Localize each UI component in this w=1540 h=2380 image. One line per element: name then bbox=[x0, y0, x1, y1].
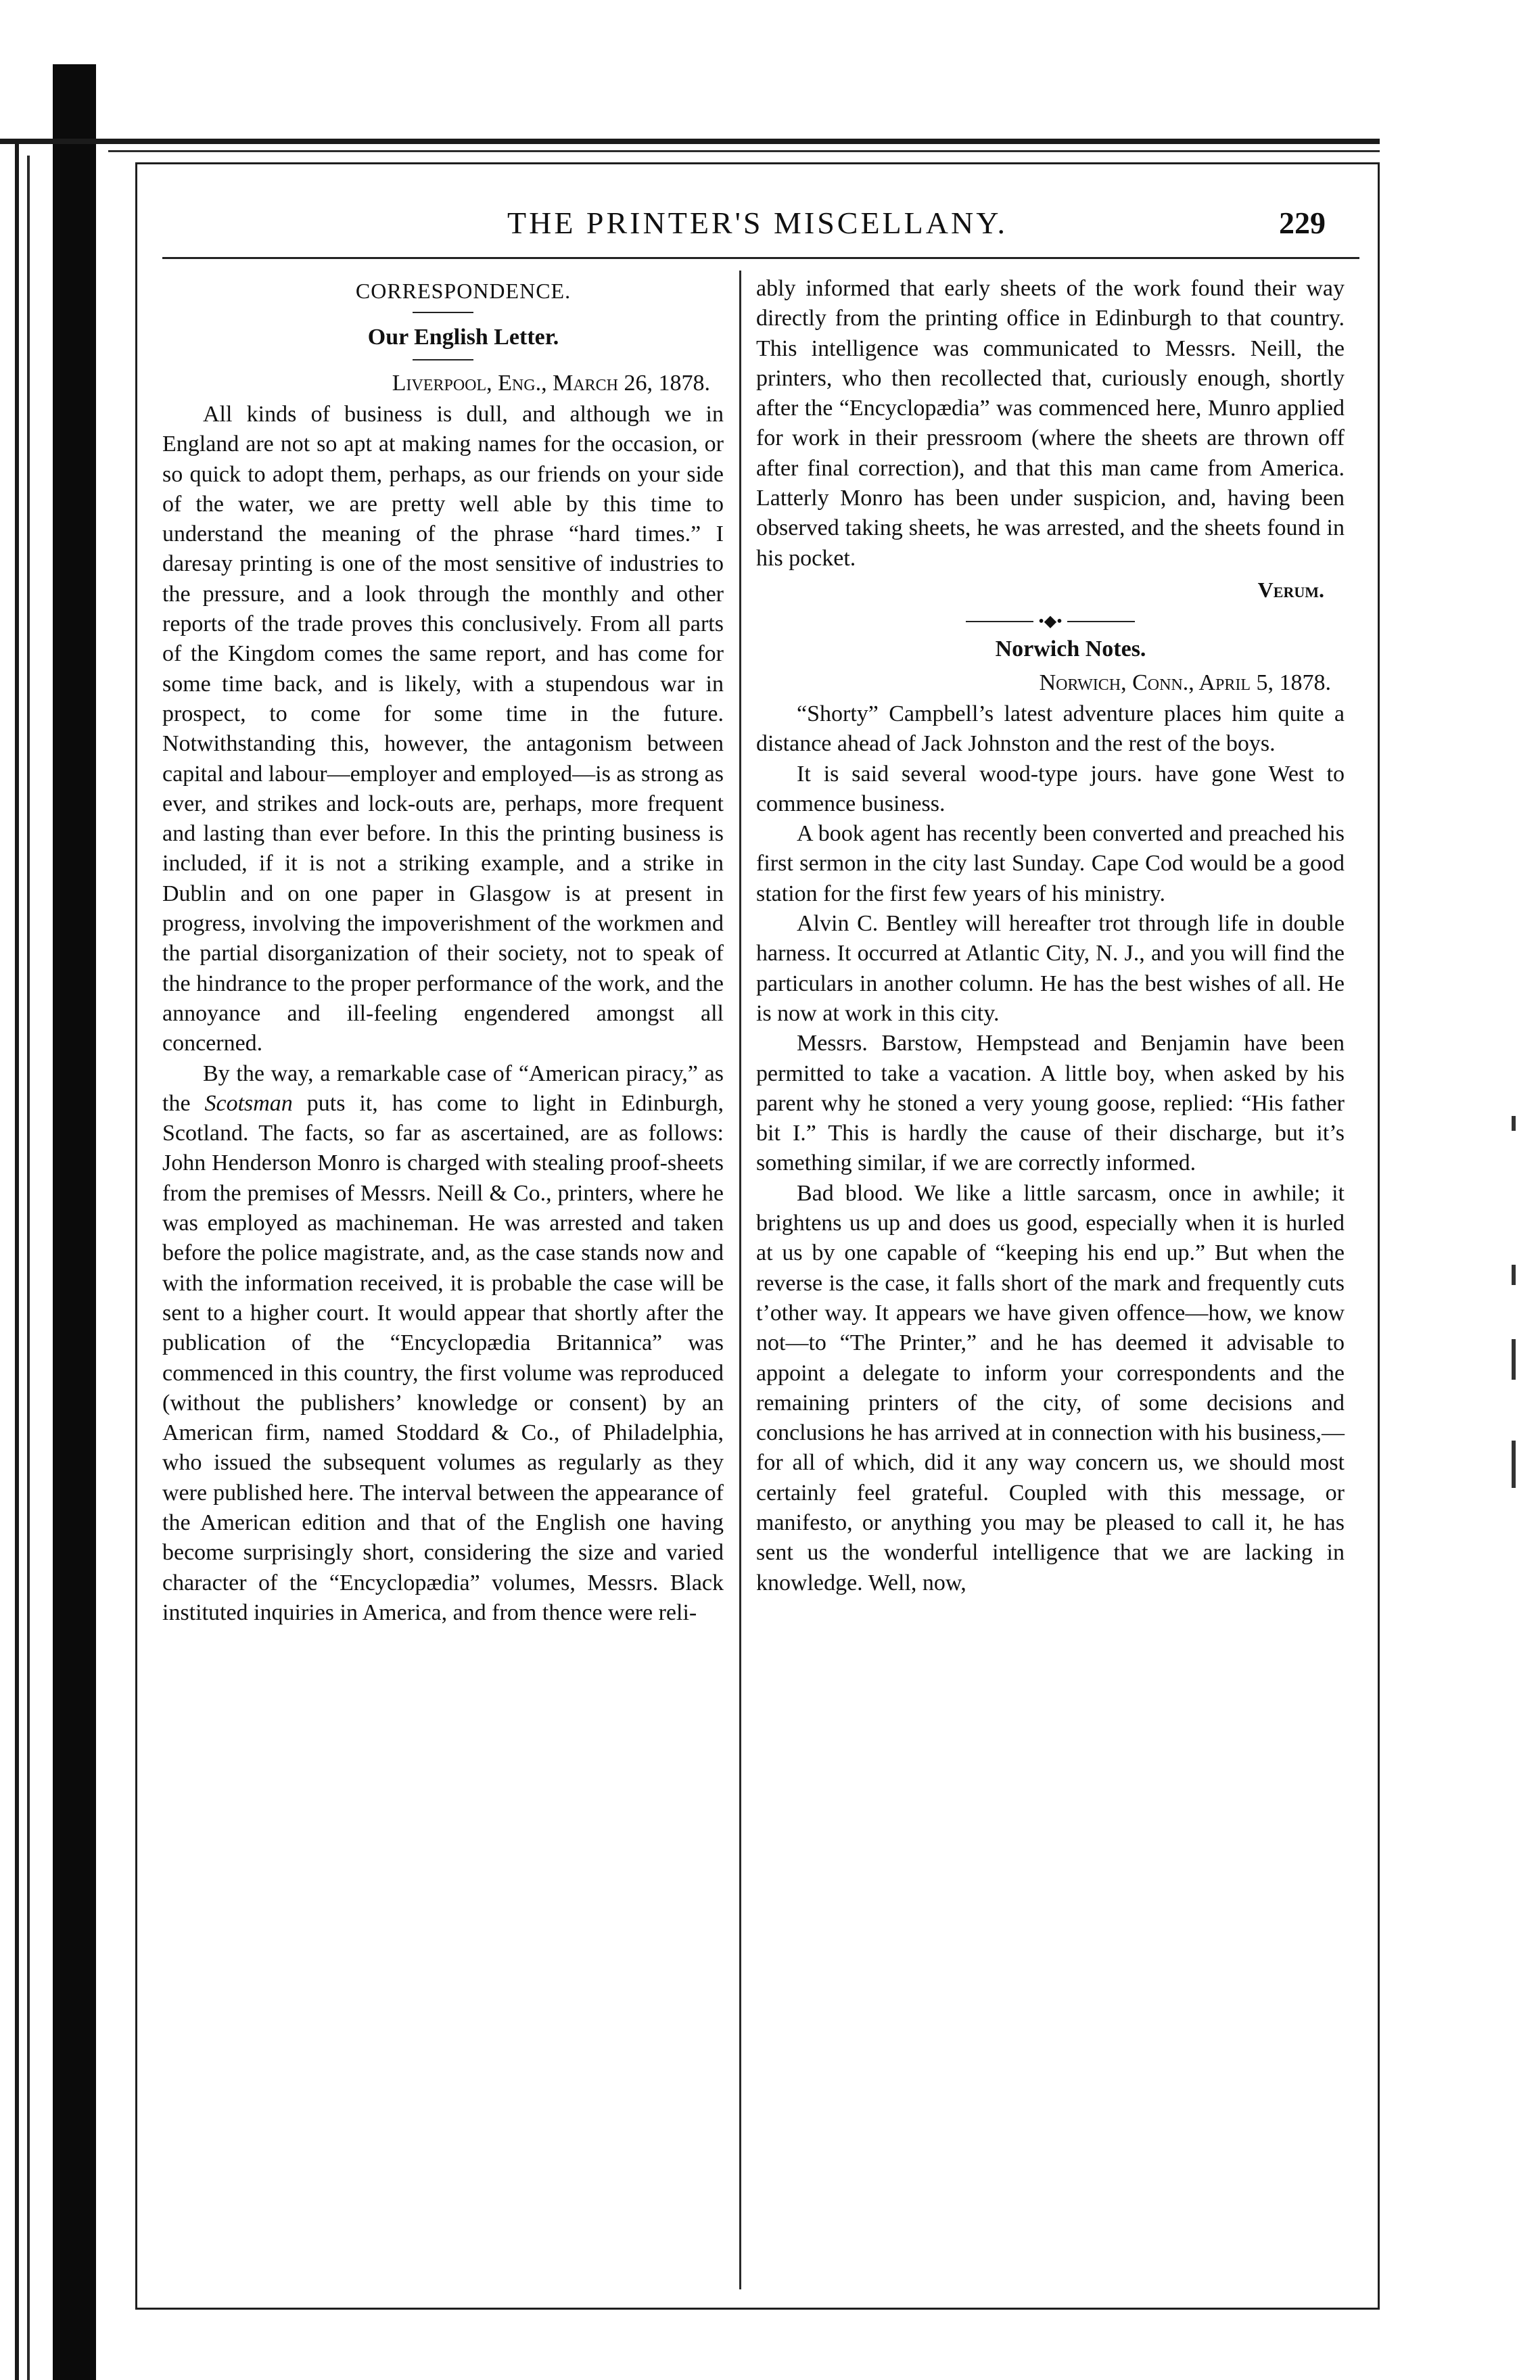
paragraph: Messrs. Barstow, Hempstead and Benjamin have been permitted to take a vacation. A little boy, when asked by his parent why he stoned a very young goose, replied: “His father bit I.” This is hardly the cause of their discharge, but it’s something similar, if we are correctly informed. bbox=[756, 1031, 1345, 1176]
paragraph-italic: Scotsman bbox=[204, 1090, 293, 1116]
scan-mark bbox=[1512, 1441, 1516, 1488]
binding-edge-line bbox=[15, 142, 19, 2380]
binding-edge-line-inner bbox=[27, 156, 30, 2380]
page-number: 229 bbox=[1279, 206, 1326, 240]
paragraph: “Shorty” Campbell’s latest adventure places him quite a distance ahead of Jack Johnston and the rest of the boys. bbox=[756, 701, 1345, 757]
section-rule bbox=[413, 312, 473, 313]
subsection-title: Norwich Notes. bbox=[995, 636, 1146, 661]
column-divider bbox=[739, 271, 741, 2289]
paragraph: A book agent has recently been converted and preached his first sermon in the city last Sunday. Cape Cod would be a good station for the first few years of his ministry. bbox=[756, 821, 1345, 906]
scan-top-rule-thin bbox=[108, 150, 1380, 152]
subsection-rule bbox=[413, 359, 473, 360]
left-column bbox=[162, 274, 724, 1628]
right-column bbox=[756, 274, 1345, 1598]
scan-mark bbox=[1512, 1265, 1516, 1285]
running-header bbox=[162, 196, 1353, 250]
scan-mark bbox=[1512, 1116, 1516, 1131]
dateline: Liverpool, Eng., March 26, 1878. bbox=[392, 371, 710, 396]
subsection-title: Our English Letter. bbox=[367, 325, 559, 350]
binding-edge bbox=[0, 0, 122, 2380]
paragraph: All kinds of business is dull, and although we in England are not so apt at making names for the occasion, or so quick to adopt them, perhaps, as our friends on your side of the water, we are pretty well able by this time to understand the meaning of the phrase “hard times.” I daresay printing is one of the most sensitive of industries to the pressure, and a look through the monthly and other reports of the trade proves this conclusively. From all parts of the Kingdom comes the same report, and has come for some time back, and is likely, with a stupendous war in prospect, to come for some time in the future. Notwithstanding this, however, the antagonism between capital and labour—employer and employed—is as strong as ever, and strikes and lock-outs are, perhaps, more frequent and lasting than ever before. In this the printing business is included, if it is not a striking example, and a strike in Dublin and on one paper in Glasgow is at present in progress, involving the impoverishment of the workmen and the partial disorganization of their society, not to speak of the hindrance to the proper performance of the work, and the annoyance and ill-feeling engendered amongst all concerned. bbox=[162, 402, 724, 1056]
dateline: Norwich, Conn., April 5, 1878. bbox=[1039, 670, 1331, 695]
binding-spine-shadow bbox=[53, 64, 96, 2380]
paragraph-text: puts it, has come to light in Edinburgh, Scotland. The facts, so far as ascertained, are as follows: John Henderson Monro is charged with stealing proof-sheets from the premises of Messrs. Neill & Co., printers, where he was employed as machineman. He was arrested and taken before the police magistrate, and, as the case stands now and with the information received, it is probable the case will be sent to a higher court. It would appear that shortly after the publication of the “Encyclopædia Britannica” was commenced in this country, the first volume was reproduced (without the publishers’ knowledge or consent) by an American firm, named Stoddard & Co., of Philadelphia, who issued the subsequent volumes as regularly as they were published here. The interval between the appearance of the American edition and that of the English one having become surprisingly short, considering the size and varied character of the “Encyclopædia” volumes, Messrs. Black instituted inquiries in America, and from thence were reli- bbox=[162, 1090, 724, 1625]
paragraph-text: By the way, a remarkable case of “American piracy,” as the bbox=[162, 1060, 724, 1116]
ornament-divider bbox=[966, 611, 1135, 632]
scan-edge-marks bbox=[1512, 1116, 1520, 1522]
paragraph bbox=[162, 1059, 724, 1629]
signature: Verum. bbox=[1257, 577, 1324, 602]
section-title: CORRESPONDENCE. bbox=[355, 279, 571, 303]
scan-top-rule bbox=[0, 139, 1380, 144]
scan-mark bbox=[1512, 1339, 1516, 1380]
paragraph: It is said several wood-type jours. have gone West to commence business. bbox=[756, 761, 1345, 816]
paragraph-continuation: ably informed that early sheets of the work found their way directly from the printing office in Edinburgh to that country. This intelligence was communicated to Messrs. Neill, the printers, who then recollected that, curiously enough, shortly after the “Encyclopædia” was commenced here, Munro applied for work in their pressroom (where the sheets are thrown off after final correction), and that this man came from America. Latterly Monro has been under suspicion, and, having been observed taking sheets, he was arrested, and the sheets found in his pocket. bbox=[756, 276, 1345, 571]
paragraph: Bad blood. We like a little sarcasm, once in awhile; it brightens us up and does us good, especially when it is hurled at us by one capable of “keeping his end up.” But when the reverse is the case, it falls short of the mark and frequently cuts t’other way. It appears we have given offence—how, we know not—to “The Printer,” and he has deemed it advisable to appoint a delegate to inform your correspondents and the remaining printers of the city, of some decisions and conclusions he has arrived at in connection with his business,—for all of which, did it any way concern us, we should most certainly feel grateful. Coupled with this message, or manifesto, or anything you may be pleased to call it, he has sent us the wonderful intelligence that we are lacking in knowledge. Well, now, bbox=[756, 1180, 1345, 1595]
running-title: THE PRINTER'S MISCELLANY. bbox=[507, 206, 1008, 240]
header-rule bbox=[162, 257, 1359, 259]
ornament-icon: •◆• bbox=[1033, 613, 1067, 630]
paragraph: Alvin C. Bentley will hereafter trot through life in double harness. It occurred at Atlantic City, N. J., and you will find the particulars in another column. He has the best wishes of all. He is now at work in this city. bbox=[756, 911, 1345, 1026]
